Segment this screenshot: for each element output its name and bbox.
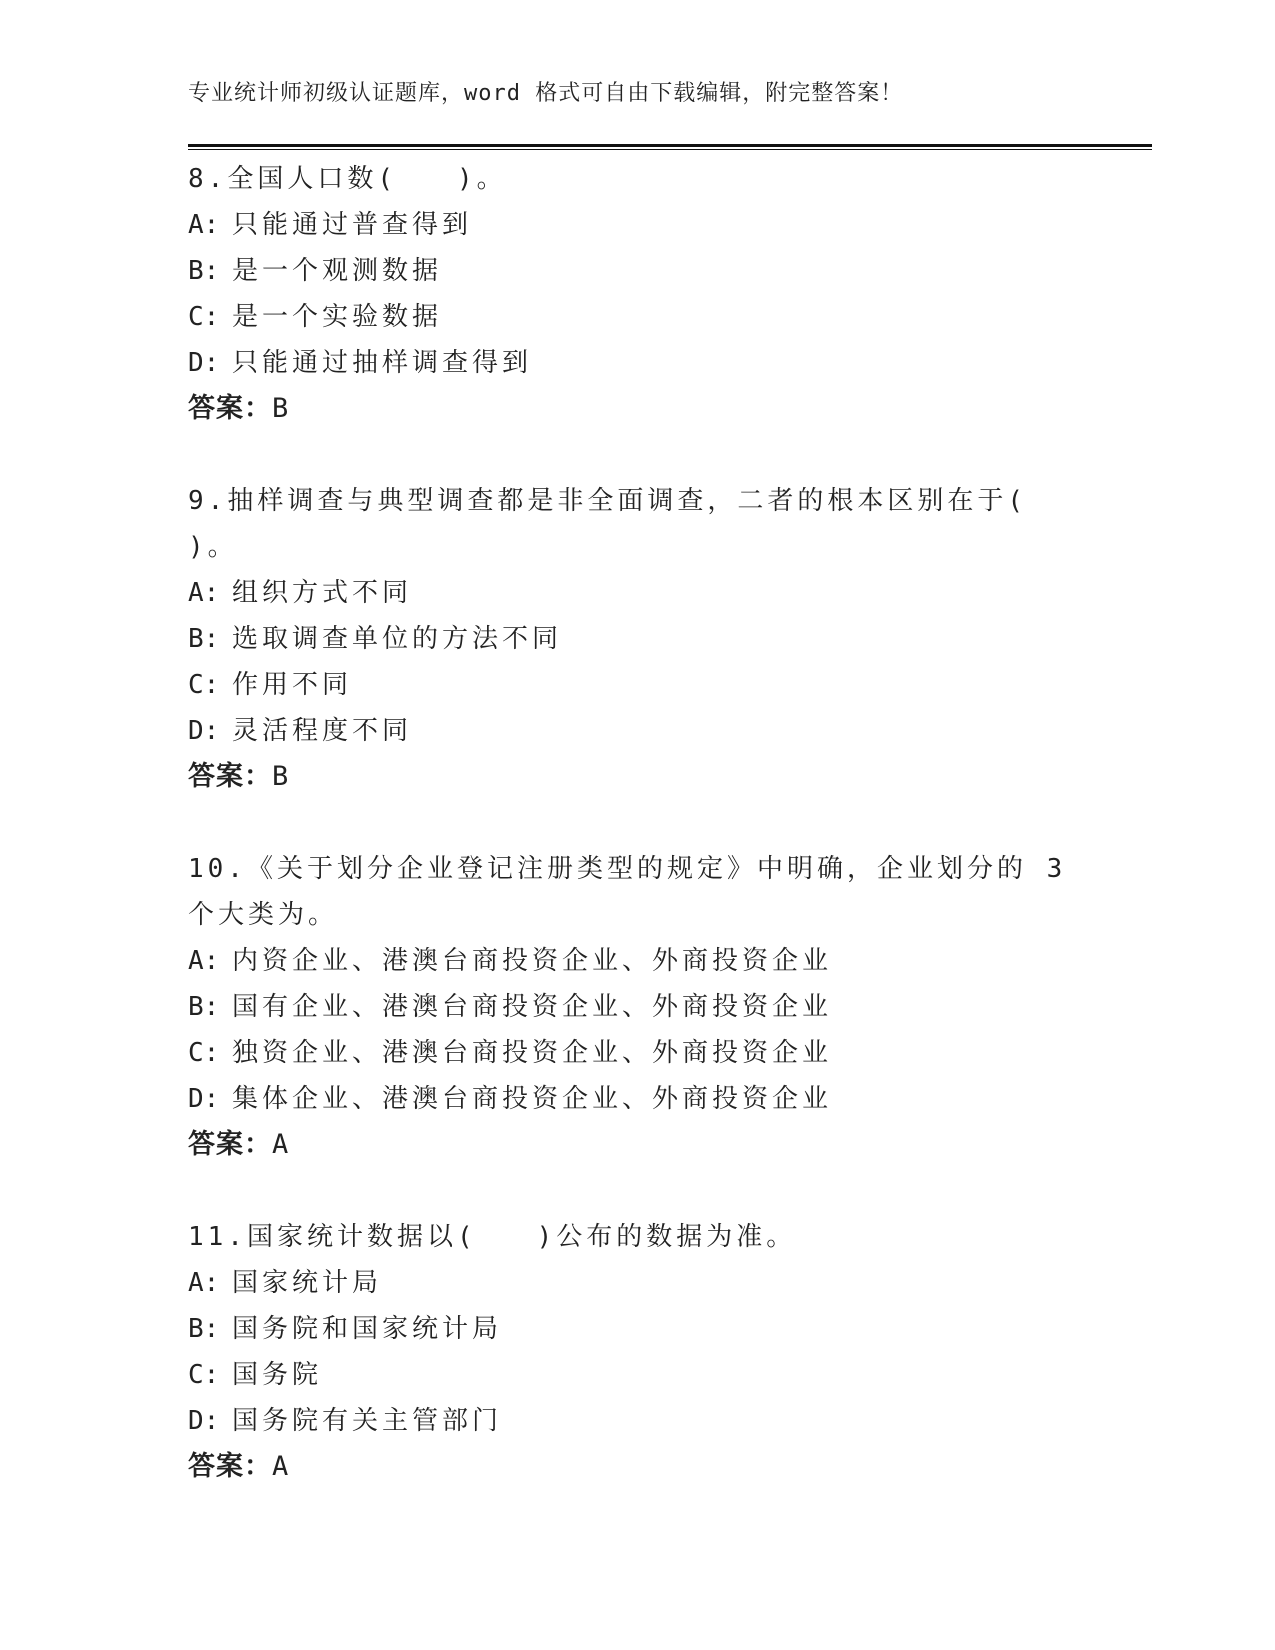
option-text: 独资企业、港澳台商投资企业、外商投资企业: [232, 1038, 833, 1068]
option-key: D:: [188, 716, 220, 746]
question-8: [188, 156, 1108, 432]
answer-line: [188, 1122, 1108, 1168]
option-key: C:: [188, 302, 220, 332]
option-key: B:: [188, 1314, 220, 1344]
option-a: [188, 1260, 1108, 1306]
option-text: 是一个实验数据: [232, 302, 443, 332]
option-text: 只能通过普查得到: [232, 210, 473, 240]
option-a: [188, 938, 1108, 984]
option-key: C:: [188, 1038, 220, 1068]
question-11: [188, 1214, 1108, 1490]
option-c: [188, 662, 1108, 708]
answer-value: B: [272, 393, 290, 424]
question-10: [188, 846, 1108, 1168]
option-text: 是一个观测数据: [232, 256, 443, 286]
option-key: B:: [188, 624, 220, 654]
question-9: [188, 478, 1108, 800]
option-c: [188, 1352, 1108, 1398]
option-key: A:: [188, 1268, 220, 1298]
option-key: C:: [188, 1360, 220, 1390]
answer-label: 答案：: [188, 761, 272, 792]
option-text: 国务院和国家统计局: [232, 1314, 503, 1344]
option-d: [188, 1076, 1108, 1122]
option-a: [188, 202, 1108, 248]
option-text: 内资企业、港澳台商投资企业、外商投资企业: [232, 946, 833, 976]
option-text: 选取调查单位的方法不同: [232, 624, 563, 654]
option-key: C:: [188, 670, 220, 700]
option-d: [188, 1398, 1108, 1444]
option-text: 国家统计局: [232, 1268, 383, 1298]
answer-label: 答案：: [188, 393, 272, 424]
option-key: B:: [188, 256, 220, 286]
option-text: 国有企业、港澳台商投资企业、外商投资企业: [232, 992, 833, 1022]
option-a: [188, 570, 1108, 616]
question-number: 11.: [188, 1222, 247, 1252]
option-text: 灵活程度不同: [232, 716, 413, 746]
question-number: 9.: [188, 486, 228, 516]
option-text: 国务院有关主管部门: [232, 1406, 503, 1436]
answer-value: A: [272, 1451, 290, 1482]
option-b: [188, 984, 1108, 1030]
option-c: [188, 294, 1108, 340]
answer-value: B: [272, 761, 290, 792]
answer-value: A: [272, 1129, 290, 1160]
question-text: 国家统计数据以( )公布的数据为准。: [246, 1222, 797, 1252]
option-d: [188, 340, 1108, 386]
question-list: [188, 156, 1108, 1536]
option-b: [188, 1306, 1108, 1352]
question-text: 《关于划分企业登记注册类型的规定》中明确，企业划分的 3 个大类为。: [188, 854, 1067, 930]
option-key: A:: [188, 578, 220, 608]
option-b: [188, 248, 1108, 294]
option-text: 国务院: [232, 1360, 323, 1390]
answer-label: 答案：: [188, 1129, 272, 1160]
option-key: D:: [188, 1406, 220, 1436]
option-b: [188, 616, 1108, 662]
option-text: 集体企业、港澳台商投资企业、外商投资企业: [232, 1084, 833, 1114]
option-key: B:: [188, 992, 220, 1022]
option-text: 只能通过抽样调查得到: [232, 348, 533, 378]
question-stem: [188, 1214, 1068, 1260]
answer-line: [188, 754, 1108, 800]
option-c: [188, 1030, 1108, 1076]
question-text: 全国人口数( )。: [227, 164, 507, 194]
option-key: A:: [188, 946, 220, 976]
question-stem: [188, 478, 1087, 570]
question-stem: [188, 156, 1068, 202]
answer-label: 答案：: [188, 1451, 272, 1482]
option-text: 组织方式不同: [232, 578, 413, 608]
question-stem: [188, 846, 1068, 938]
page-header-text: 专业统计师初级认证题库，word 格式可自由下载编辑，附完整答案！: [188, 81, 904, 106]
answer-line: [188, 1444, 1108, 1490]
question-number: 8.: [188, 164, 228, 194]
question-text: 抽样调查与典型调查都是非全面调查，二者的根本区别在于( )。: [188, 486, 1087, 562]
option-key: D:: [188, 1084, 220, 1114]
option-d: [188, 708, 1108, 754]
question-number: 10.: [188, 854, 247, 884]
answer-line: [188, 386, 1108, 432]
option-text: 作用不同: [232, 670, 353, 700]
option-key: A:: [188, 210, 220, 240]
header-divider: [188, 144, 1152, 150]
option-key: D:: [188, 348, 220, 378]
